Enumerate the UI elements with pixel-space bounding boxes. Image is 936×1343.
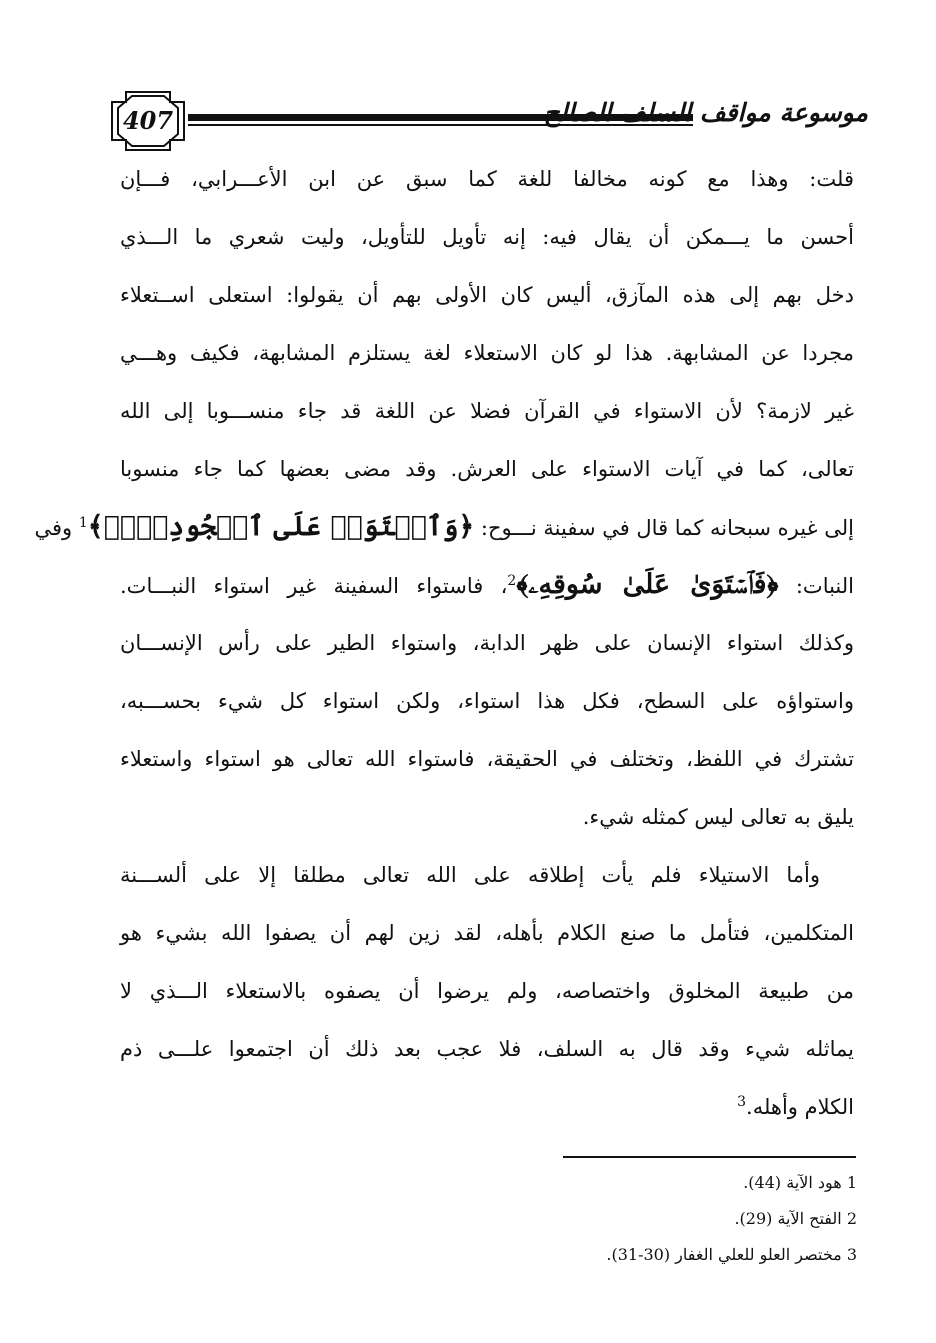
- footnote-number: 3: [846, 1245, 857, 1264]
- text-segment: ، فاستواء السفينة غير استواء النبـــات.: [120, 574, 508, 598]
- book-title: موسوعة مواقف السلف الصالح: [543, 98, 868, 127]
- text-segment: النبات:: [778, 574, 854, 598]
- footnote-text: مختصر العلو للعلي الغفار (30-31).: [606, 1245, 842, 1264]
- footnote-number: 1: [846, 1173, 857, 1192]
- text-line: المتكلمين، فتأمل ما صنع الكلام بأهله، لقد زين لهم أن يصفوا الله بشيء هو: [120, 921, 854, 945]
- text-line: وكذلك استواء الإنسان على ظهر الدابة، واستواء الطير على رأس الإنســـان: [120, 631, 854, 655]
- page-header: [108, 88, 868, 154]
- page-number: 407: [122, 106, 174, 135]
- text-line: من طبيعة المخلوق واختصاصه، ولم يرضوا أن يصفوه بالاستعلاء الـــذي لا: [120, 979, 854, 1003]
- text-line: واستواؤه على السطح، فكل هذا استواء، ولكن استواء كل شيء بحســـبه،: [120, 689, 854, 713]
- footnote-text: هود الآية (44).: [743, 1173, 842, 1192]
- footnote-ref[interactable]: 2: [507, 573, 517, 589]
- text-segment: إلى غيره سبحانه كما قال في سفينة نـــوح:: [474, 516, 854, 540]
- text-line: يليق به تعالى ليس كمثله شيء.: [582, 805, 854, 829]
- text-line: يماثله شيء وقد قال به السلف، فلا عجب بعد ذلك أن اجتمعوا علـــى ذم: [120, 1037, 854, 1061]
- text-line: أحسن ما يـــمكن أن يقال فيه: إنه تأويل للتأويل، وليت شعري ما الـــذي: [120, 225, 854, 249]
- text-line: تعالى، كما في آيات الاستواء على العرش. وقد مضى بعضها كما جاء منسوبا: [120, 457, 854, 481]
- footnote-separator: [563, 1156, 856, 1158]
- text-line: غير لازمة؟ لأن الاستواء في القرآن فضلا عن اللغة قد جاء منســـوبا إلى الله: [120, 399, 854, 423]
- quran-verse: ﴿فَٱسۡتَوَىٰ عَلَىٰ سُوقِهِۦ﴾: [516, 569, 779, 600]
- text-line: قلت: وهذا مع كونه مخالفا للغة كما سبق عن ابن الأعـــرابي، فـــإن: [120, 167, 854, 191]
- footnote-item: [500, 1201, 857, 1237]
- footnote-item: [500, 1237, 857, 1273]
- text-line: تشترك في اللفظ، وتختلف في الحقيقة، فاستواء الله تعالى هو استواء واستعلاء: [120, 747, 854, 771]
- text-line: [120, 1078, 854, 1136]
- text-line: دخل بهم إلى هذه المآزق، أليس كان الأولى بهم أن يقولوا: استعلى اســتعلاء: [120, 283, 854, 307]
- main-text: [34, 150, 854, 1136]
- text-line-with-verse: [120, 556, 854, 614]
- footnote-ref[interactable]: 1: [78, 515, 88, 531]
- text-line: مجردا عن المشابهة. هذا لو كان الاستعلاء لغة يستلزم المشابهة، فكيف وهـــي: [120, 341, 854, 365]
- quran-verse: ﴿وَٱسۡتَوَتۡ عَلَى ٱلۡجُودِيِّۖ﴾: [87, 511, 475, 542]
- footnotes: [500, 1165, 857, 1273]
- page-number-badge: [108, 88, 188, 154]
- footnote-item: [500, 1165, 857, 1201]
- text-line: وأما الاستيلاء فلم يأت إطلاقه على الله تعالى مطلقا إلا على ألســـنة: [120, 863, 820, 887]
- footnote-ref[interactable]: 3: [737, 1094, 747, 1110]
- footnote-text: الفتح الآية (29).: [734, 1209, 842, 1228]
- text-line-with-verse: [34, 498, 854, 556]
- text-segment: وفي: [34, 516, 79, 540]
- text-segment: الكلام وأهله.: [746, 1095, 854, 1119]
- footnote-number: 2: [846, 1209, 857, 1228]
